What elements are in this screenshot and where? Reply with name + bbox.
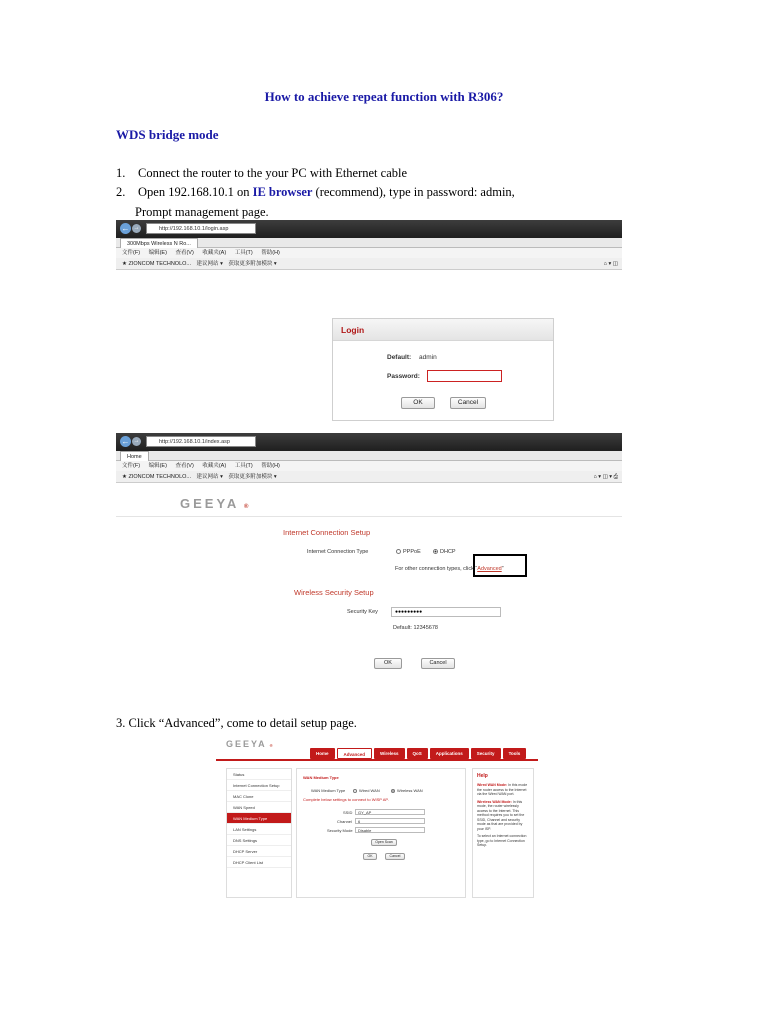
help-title: Help [477, 773, 488, 779]
connection-setup-page [116, 488, 622, 688]
help-other: To select an Internet connection type, go to Internet Connection Setup. [477, 834, 527, 847]
cancel-button[interactable]: Cancel [421, 658, 455, 669]
security-key-label: Security Key [347, 609, 378, 615]
forward-arrow-icon[interactable]: → [133, 225, 140, 231]
radio-pppoe-icon[interactable] [396, 549, 401, 554]
panel-title: WAN Medium Type [303, 775, 339, 780]
wireless-security-heading: Wireless Security Setup [294, 588, 374, 597]
default-label: Default: [387, 354, 412, 361]
menu-file[interactable]: 文件(F) [122, 463, 141, 469]
ok-button[interactable]: OK [374, 658, 402, 669]
sidebar-menu [226, 768, 292, 898]
browser-tab-strip [116, 451, 622, 461]
channel-label: Channel [337, 819, 352, 824]
default-value: admin [419, 354, 437, 361]
ok-button[interactable]: OK [401, 397, 435, 409]
browser-tab[interactable]: 300Mbps Wireless N Ro... [120, 238, 198, 248]
geeya-logo: GEEYA ® [180, 496, 252, 511]
menu-edit[interactable]: 编辑(E) [148, 463, 167, 469]
menu-help[interactable]: 帮助(H) [261, 250, 280, 256]
security-mode-label: Security Mode [327, 828, 353, 833]
nav-applications[interactable]: Applications [430, 748, 469, 759]
menu-edit[interactable]: 编辑(E) [148, 250, 167, 256]
radio-wired-wan[interactable]: Wired WAN [353, 788, 380, 793]
menu-view[interactable]: 查看(V) [175, 463, 194, 469]
back-arrow-icon[interactable]: ← [121, 224, 130, 233]
sidebar-item-wan-medium-type[interactable]: WAN Medium Type [227, 813, 291, 824]
other-connection-text: For other connection types, click “Advanced” [395, 566, 504, 572]
geeya-logo: GEEYA ® [226, 739, 275, 749]
browser-window-login [116, 220, 622, 270]
radio-wired-icon[interactable] [353, 789, 357, 793]
star-icon[interactable]: ★ [122, 261, 127, 267]
advanced-link[interactable]: Advanced [477, 566, 502, 572]
sidebar-item-wan-speed[interactable]: WAN Speed [227, 802, 291, 813]
connection-type-label: Internet Connection Type [307, 549, 369, 555]
radio-pppoe[interactable]: PPPoE [396, 549, 421, 555]
menu-tools[interactable]: 工具(T) [234, 250, 253, 256]
open-scan-button[interactable]: Open Scan [371, 839, 397, 846]
nav-advanced[interactable]: Advanced [337, 748, 373, 759]
sidebar-item-dns-settings[interactable]: DNS Settings [227, 835, 291, 846]
step-3: 3. Click “Advanced”, come to detail setup page. [116, 716, 357, 730]
browser-menubar [116, 461, 622, 471]
nav-home[interactable]: Home [310, 748, 335, 759]
forward-arrow-icon[interactable]: → [133, 438, 140, 444]
ie-browser-text: IE browser [252, 185, 313, 199]
complete-settings-text: Complete below settings to connect to WISP AP. [303, 797, 389, 802]
radio-dhcp[interactable]: DHCP [433, 549, 456, 555]
ok-button[interactable]: OK [363, 853, 377, 860]
favorites-bar [116, 258, 622, 270]
internet-connection-heading: Internet Connection Setup [283, 528, 371, 537]
security-mode-select[interactable]: Disable [355, 827, 425, 833]
wan-medium-panel [296, 768, 466, 898]
password-input[interactable] [427, 370, 502, 382]
document-title: How to achieve repeat function with R306? [264, 89, 504, 104]
radio-dhcp-icon[interactable] [433, 549, 438, 554]
sidebar-item-dhcp-client-list[interactable]: DHCP Client List [227, 857, 291, 868]
home-icon[interactable]: ⌂ ▾ ◫ [603, 261, 618, 267]
sidebar-item-status[interactable]: Status [227, 769, 291, 780]
nav-qos[interactable]: QoS [407, 748, 428, 759]
menu-favorites[interactable]: 收藏夹(A) [202, 463, 227, 469]
home-icon[interactable]: ⌂ ▾ ◫ ▾ ⎙ [593, 474, 618, 480]
radio-wireless-wan[interactable]: Wireless WAN [391, 788, 423, 793]
step-2-continuation: Prompt management page. [135, 205, 269, 219]
cancel-button[interactable]: Cancel [385, 853, 405, 860]
login-title: Login [333, 319, 553, 341]
cancel-button[interactable]: Cancel [450, 397, 486, 409]
favorite-suggested[interactable]: 建议网站 ▾ [196, 261, 223, 267]
channel-select[interactable]: 6 [355, 818, 425, 824]
step-1: 1. Connect the router to the your PC with Ethernet cable [116, 166, 408, 180]
favorite-zioncom[interactable]: ZIONCOM TECHNOLO... [128, 474, 192, 480]
top-nav [310, 748, 526, 759]
address-bar[interactable]: http://192.168.10.1/login.asp [146, 223, 256, 234]
address-bar[interactable]: http://192.168.10.1/index.asp [146, 436, 256, 447]
sidebar-item-dhcp-server[interactable]: DHCP Server [227, 846, 291, 857]
ssid-input[interactable]: GY_AP [355, 809, 425, 815]
highlight-box [473, 554, 527, 577]
help-panel: Help Wired WAN Mode: In this mode the router access to the Internet via the Wired WAN port. Wireless WAN Mode: In this mode, the router wirelessly access to the Internet. This method requires you to set the SSID, Channel and security mode as that are provided by your ISP. To select an Internet connection type, go to Internet Connection Setup. [472, 768, 534, 898]
nav-wireless[interactable]: Wireless [374, 748, 404, 759]
nav-security[interactable]: Security [471, 748, 501, 759]
sidebar-item-internet-connection-setup[interactable]: Internet Connection Setup [227, 780, 291, 791]
favorite-addons[interactable]: 获取更多附加模块 ▾ [228, 261, 277, 267]
browser-titlebar [116, 220, 622, 238]
star-icon[interactable]: ★ [122, 474, 127, 480]
menu-favorites[interactable]: 收藏夹(A) [202, 250, 227, 256]
sidebar-item-lan-settings[interactable]: LAN Settings [227, 824, 291, 835]
security-key-input[interactable]: ●●●●●●●●● [391, 607, 501, 617]
ssid-label: SSID [343, 810, 353, 815]
menu-tools[interactable]: 工具(T) [234, 463, 253, 469]
login-dialog [332, 318, 554, 421]
back-arrow-icon[interactable]: ← [121, 437, 130, 446]
security-key-default: Default: 12345678 [393, 625, 438, 631]
advanced-setup-page [216, 734, 538, 902]
favorite-zioncom[interactable]: ZIONCOM TECHNOLO... [128, 261, 192, 267]
browser-titlebar [116, 433, 622, 451]
wan-medium-label: WAN Medium Type [311, 788, 346, 793]
favorites-bar [116, 471, 622, 483]
browser-tab-strip [116, 238, 622, 248]
nav-tools[interactable]: Tools [503, 748, 527, 759]
radio-wireless-icon[interactable] [391, 789, 395, 793]
favorite-suggested[interactable]: 建议网站 ▾ [196, 474, 223, 480]
browser-window-home [116, 433, 622, 483]
menu-help[interactable]: 帮助(H) [261, 463, 280, 469]
menu-view[interactable]: 查看(V) [175, 250, 194, 256]
menu-file[interactable]: 文件(F) [122, 250, 141, 256]
section-heading: WDS bridge mode [116, 127, 219, 142]
step-2: 2. Open 192.168.10.1 on IE browser (recommend), type in password: admin, [116, 185, 515, 199]
password-label: Password: [387, 373, 420, 380]
sidebar-item-mac-clone[interactable]: MAC Clone [227, 791, 291, 802]
browser-menubar [116, 248, 622, 258]
favorite-addons[interactable]: 获取更多附加模块 ▾ [228, 474, 277, 480]
browser-tab[interactable]: Home [120, 451, 149, 461]
